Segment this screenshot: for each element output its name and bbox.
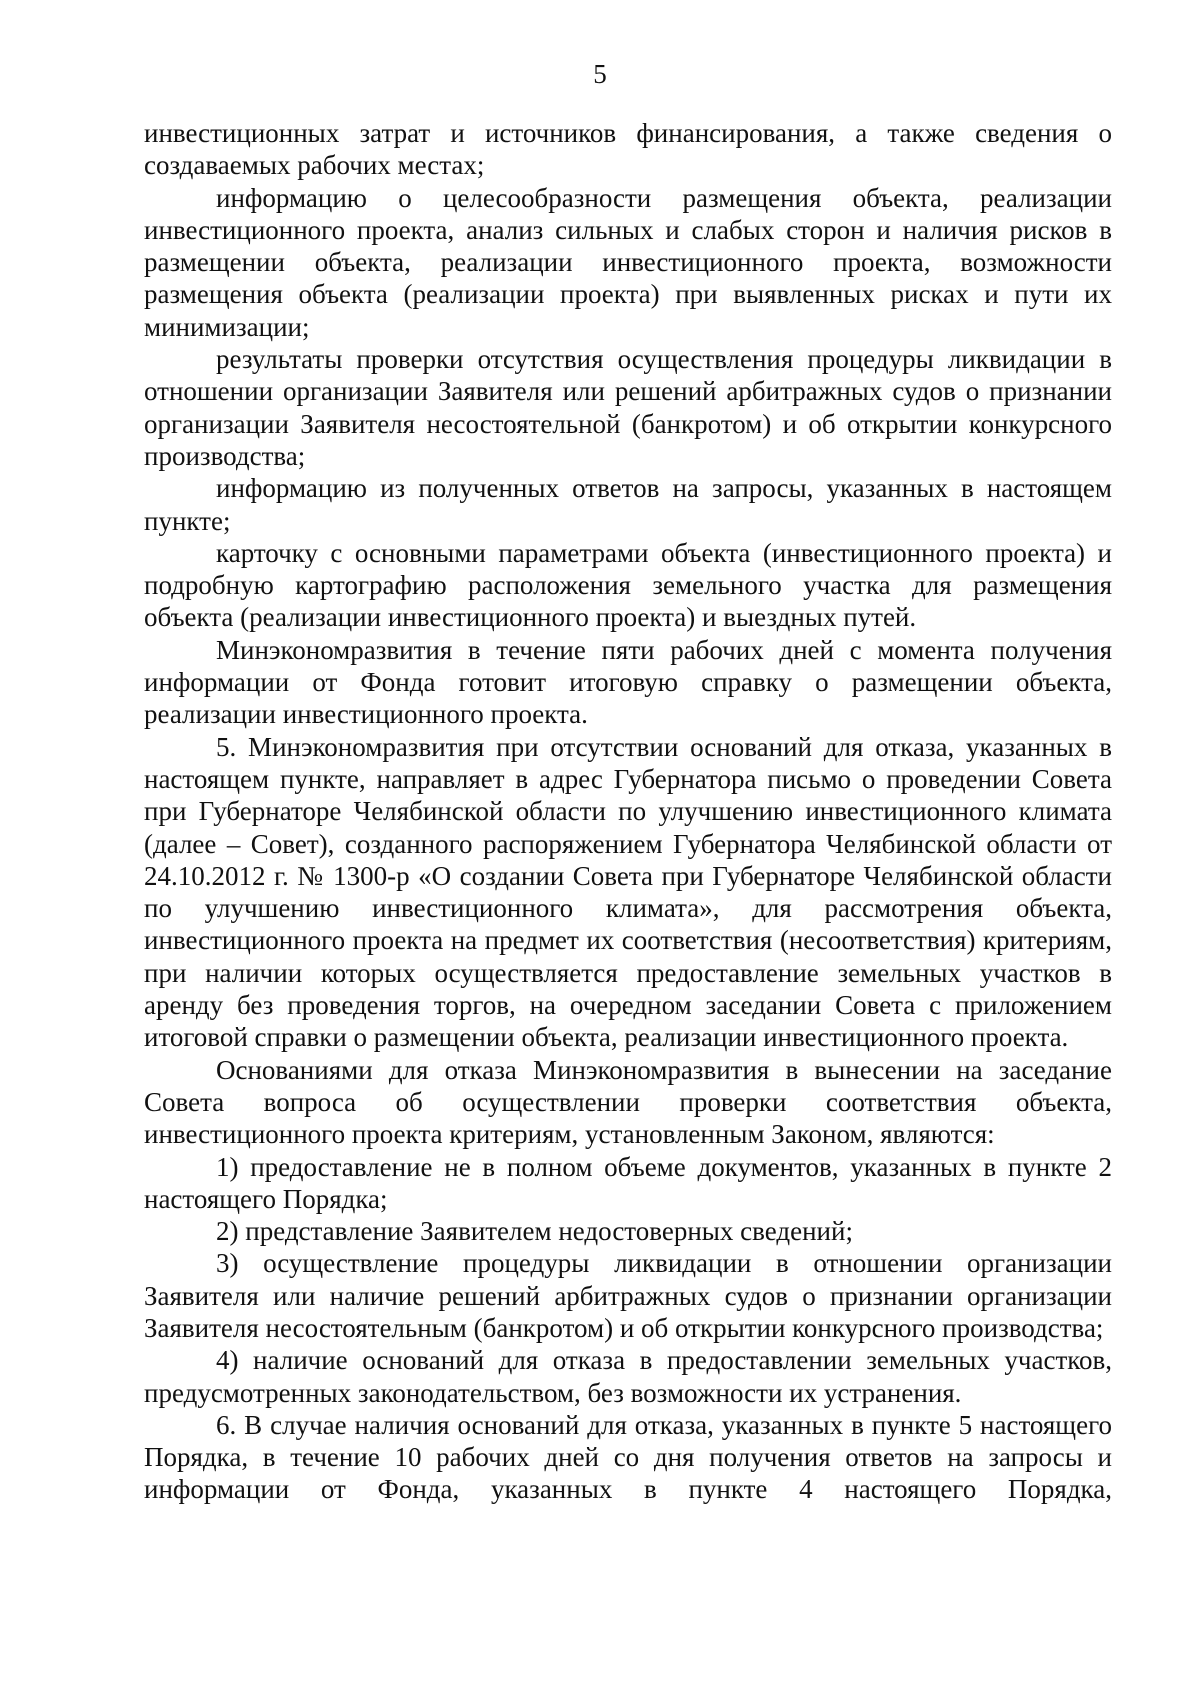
- paragraph-ground-1: 1) предоставление не в полном объеме документов, указанных в пункте 2 настоящего Порядка;: [144, 1151, 1112, 1214]
- document-body: [144, 117, 1112, 1506]
- paragraph-ground-4: 4) наличие оснований для отказа в предоставлении земельных участков, предусмотренных законодательством, без возможности их устранения.: [144, 1345, 1112, 1408]
- paragraph-final-report: Минэкономразвития в течение пяти рабочих дней с момента получения информации от Фонда готовит итоговую справку о размещении объекта, реализации инвестиционного проекта.: [144, 634, 1112, 730]
- paragraph-responses-info: информацию из полученных ответов на запросы, указанных в настоящем пункте;: [144, 473, 1112, 536]
- paragraph-liquidation-check: результаты проверки отсутствия осуществления процедуры ликвидации в отношении организации Заявителя или решений арбитражных судов о признании организации Заявителя несостоятельной (банкротом) и об открытии конкурсного производства;: [144, 344, 1112, 471]
- page-number: 5: [593, 59, 607, 89]
- paragraph-object-card: карточку с основными параметрами объекта (инвестиционного проекта) и подробную картографию расположения земельного участка для размещения объекта (реализации инвестиционного проекта) и выездных путей.: [144, 537, 1112, 633]
- paragraph-feasibility-info: информацию о целесообразности размещения объекта, реализации инвестиционного проекта, анализ сильных и слабых сторон и наличия рисков в размещении объекта, реализации инвестиционного проекта, возможности размещения объекта (реализации проекта) при выявленных рисках и пути их минимизации;: [144, 182, 1112, 342]
- paragraph-ground-2: 2) представление Заявителем недостоверных сведений;: [216, 1216, 853, 1247]
- paragraph-investment-costs: инвестиционных затрат и источников финансирования, а также сведения о создаваемых рабочих местах;: [144, 118, 1112, 181]
- paragraph-ground-3: 3) осуществление процедуры ликвидации в отношении организации Заявителя или наличие решений арбитражных судов о признании организации Заявителя несостоятельным (банкротом) и об открытии конкурсного производства;: [144, 1248, 1112, 1343]
- paragraph-item-6: 6. В случае наличия оснований для отказа, указанных в пункте 5 настоящего Порядка, в течение 10 рабочих дней со дня получения ответов на запросы и информации от Фонда, указанных в пункте 4 настоящего Порядка,: [144, 1409, 1112, 1505]
- paragraph-item-5: 5. Минэкономразвития при отсутствии оснований для отказа, указанных в настоящем пункте, направляет в адрес Губернатора письмо о проведении Совета при Губернаторе Челябинской области по улучшению инвестиционного климата (далее – Совет), созданного распоряжением Губернатора Челябинской области от 24.10.2012 г. № 1300-р «О создании Совета при Губернаторе Челябинской области по улучшению инвестиционного климата», для рассмотрения объекта, инвестиционного проекта на предмет их соответствия (несоответствия) критериям, при наличии которых осуществляется предоставление земельных участков в аренду без проведения торгов, на очередном заседании Совета с приложением итоговой справки о размещении объекта, реализации инвестиционного проекта.: [144, 731, 1112, 1053]
- paragraph-refusal-grounds: Основаниями для отказа Минэкономразвития в вынесении на заседание Совета вопроса об осуществлении проверки соответствия объекта, инвестиционного проекта критериям, установленным Законом, являются:: [144, 1054, 1112, 1150]
